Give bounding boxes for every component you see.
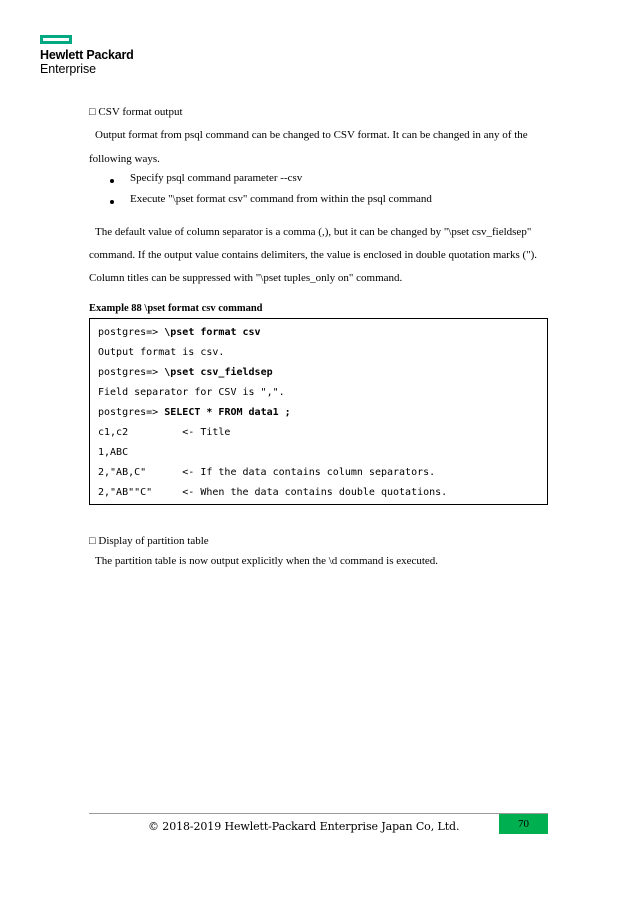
paragraph-line: Column titles can be suppressed with "\pset tuples_only on" command. xyxy=(89,272,403,284)
bullet-item: Specify psql command parameter --csv xyxy=(130,172,303,184)
hpe-logo xyxy=(40,35,134,76)
section-heading-partition: □ Display of partition table xyxy=(89,535,209,547)
bullet-item: Execute "\pset format csv" command from within the psql command xyxy=(130,193,432,205)
footer-divider xyxy=(89,813,548,814)
section-heading-csv: □ CSV format output xyxy=(89,106,183,118)
page-number: 70 xyxy=(499,814,548,834)
code-line: Output format is csv. xyxy=(98,347,225,358)
code-line: Field separator for CSV is ",". xyxy=(98,387,285,398)
paragraph-line: Output format from psql command can be changed to CSV format. It can be changed in any of the xyxy=(95,129,528,141)
paragraph-line: following ways. xyxy=(89,153,160,165)
footer-copyright: © 2018-2019 Hewlett-Packard Enterprise Japan Co, Ltd. xyxy=(148,820,460,833)
paragraph-line: The default value of column separator is a comma (,), but it can be changed by "\pset csv_fieldsep" xyxy=(95,226,532,238)
logo-text-line2: Enterprise xyxy=(40,62,96,76)
bullet-icon xyxy=(110,200,114,204)
code-line: postgres=> \pset csv_fieldsep xyxy=(98,367,273,378)
paragraph-line: command. If the output value contains delimiters, the value is enclosed in double quotation marks ("). xyxy=(89,249,538,261)
code-line: 2,"AB""C" <- When the data contains double quotations. xyxy=(98,487,448,498)
example-caption: Example 88 \pset format csv command xyxy=(89,303,263,314)
logo-text-line1: Hewlett Packard xyxy=(40,48,134,62)
hpe-logo-rectangle xyxy=(40,35,72,44)
code-line: 2,"AB,C" <- If the data contains column separators. xyxy=(98,467,436,478)
code-block xyxy=(89,318,548,505)
paragraph-line: The partition table is now output explicitly when the \d command is executed. xyxy=(95,555,439,567)
code-line: postgres=> \pset format csv xyxy=(98,327,261,338)
code-line: 1,ABC xyxy=(98,447,129,458)
bullet-icon xyxy=(110,179,114,183)
code-line: c1,c2 <- Title xyxy=(98,427,231,438)
code-line: postgres=> SELECT * FROM data1 ; xyxy=(98,407,291,418)
